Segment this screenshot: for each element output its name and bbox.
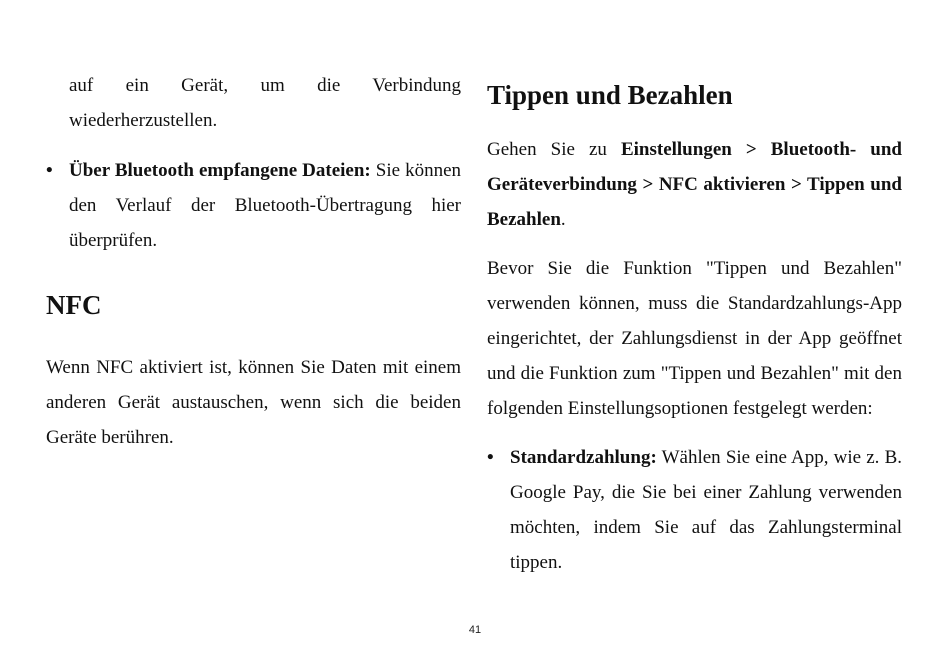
tap-pay-heading: Tippen und Bezahlen [487,80,733,110]
bullet-marker: • [46,160,53,181]
bullet-term: Über Bluetooth empfangene Dateien: [69,160,371,181]
default-payment-bullet [487,440,902,580]
bullet-marker: • [487,447,494,468]
settings-path-paragraph [487,132,902,237]
settings-path-end: . [560,209,566,230]
bluetooth-files-bullet [46,153,461,258]
bullet-term: Standardzahlung: [510,447,657,468]
bullet-text: Sie können den Verlauf der Bluetooth-Übertragung hier überprüfen. [69,160,461,251]
requirements-paragraph: Bevor Sie die Funktion "Tippen und Bezahlen" verwenden können, muss die Standardzahlungs-App eingerichtet, der Zahlungsdienst in der App geöffnet und die Funktion zum "Tippen und Bezahlen" mit den folgenden Einstellungsoptionen festgelegt werden: [487,258,902,419]
continued-paragraph: auf ein Gerät, um die Verbindung wiederherzustellen. [69,75,461,131]
nfc-heading: NFC [46,290,102,320]
settings-path: Einstellungen > Bluetooth- und Geräteverbindung > NFC aktivieren > Tippen und Bezahlen [487,139,902,230]
settings-path-intro: Gehen Sie zu [487,139,621,160]
page-number: 41 [468,624,482,636]
right-column [487,68,902,580]
nfc-paragraph: Wenn NFC aktiviert ist, können Sie Daten mit einem anderen Gerät austauschen, wenn sich die beiden Geräte berühren. [46,357,461,448]
bullet-text: Wählen Sie eine App, wie z. B. Google Pay, die Sie bei einer Zahlung verwenden möchten, indem Sie auf das Zahlungsterminal tippen. [510,447,902,573]
left-column [46,68,461,455]
